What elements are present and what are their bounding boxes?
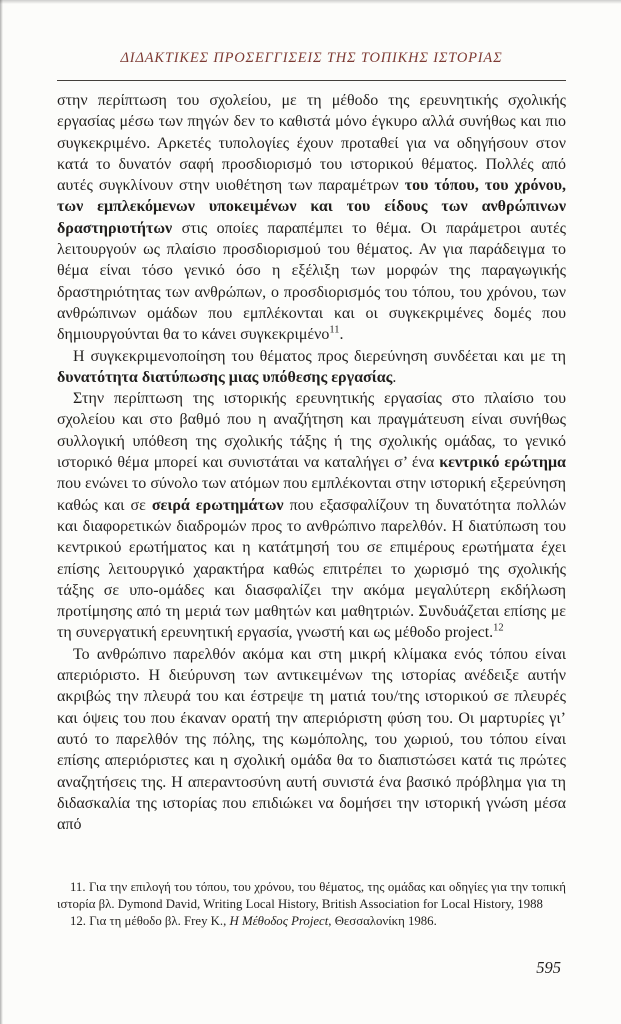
scan-edge-left bbox=[0, 0, 3, 1024]
body-paragraph-3: Στην περίπτωση της ιστορικής ερευνητικής εργασίας στο πλαίσιο του σχολείου και στο βαθμό που η αναζήτηση και πραγμάτευση είναι συνήθως συλλογική υπόθεση της σχολικής τάξης ή της σχολικής ομάδας, το γενικό ιστορικό θέμα μπορεί και συνιστάται να καταλήγει σ’ ένα κεντρικό ερώτημα που ενώνει το σύνολο των ατόμων που εμπλέκονται στην ιστορική εξερεύνηση καθώς και σε σειρά ερωτημάτων που εξασφαλίζουν τη δυνατότητα πολλών και διαφορετικών διαδρομών προς το ανθρώπινο παρελθόν. Η διατύπωση του κεντρικού ερωτήματος και η κατάτμησή του σε επιμέρους ερωτήματα έχει επίσης λειτουργικό χαρακτήρα καθώς επιτρέπει το χωρισμό της σχολικής τάξης σε υπο-ομάδες και διασφαλίζει την ακόμα μεγαλύτερη εκδήλωση προτίμησης από τη μεριά των μαθητών και μαθητριών. Συνδυάζεται επίσης με τη συνεργατική ερευνητική εργασία, γνωστή και ως μέθοδο project.$^{12}$ bbox=[57, 390, 567, 642]
scan-edge-top bbox=[0, 0, 621, 4]
footnote-11: 11. Για την επιλογή του τόπου, του χρόνου, του θέματος, της ομάδας και οδηγίες για την τοπική ιστορία βλ. Dymond David, Writing Local History, British Association for Local History, 1988 bbox=[57, 880, 566, 912]
header-rule bbox=[57, 80, 566, 81]
page-content bbox=[57, 50, 566, 930]
body-text bbox=[57, 90, 566, 835]
body-paragraph-2: Η συγκεκριμενοποίηση του θέματος προς διερεύνηση συνδέεται και με τη δυνατότητα διατύπωσης μιας υπόθεσης εργασίας. bbox=[57, 347, 566, 386]
page-number: 595 bbox=[536, 958, 561, 977]
running-header: ΔΙΔΑΚΤΙΚΕΣ ΠΡΟΣΕΓΓΙΣΕΙΣ ΤΗΣ ΤΟΠΙΚΗΣ ΙΣΤΟΡΙΑΣ bbox=[120, 50, 503, 66]
footnotes bbox=[57, 879, 566, 929]
body-paragraph-4: Το ανθρώπινο παρελθόν ακόμα και στη μικρή κλίμακα ενός τόπου είναι απεριόριστο. Η διεύρυνση των αντικειμένων της ιστορίας ανέδειξε αυτήν ακριβώς την πλευρά του και έστρεψε τη ματιά του/της ιστορικού σε πλευρές και όψεις του που έκαναν ορατή την απεριόριστη φύση του. Οι μαρτυρίες γι’ αυτό το παρελθόν της πόλης, της κωμόπολης, του χωριού, του τόπου είναι επίσης απεριόριστες και η σχολική ομάδα θα το διαπιστώσει κατά τις πρώτες αναζητήσεις της. Η απεραντοσύνη αυτή συνιστά ένα βασικό πρόβλημα για τη διδασκαλία της ιστορίας που επιδιώκει να δομήσει την ιστορική γνώση μέσα από bbox=[57, 645, 566, 834]
body-paragraph-1: στην περίπτωση του σχολείου, με τη μέθοδο της ερευνητικής σχολικής εργασίας μέσω των πηγών δεν το καθιστά μόνο έγκυρο αλλά συνήθως και πιο συγκεκριμένο. Αρκετές τυπολογίες έχουν προταθεί για να οδηγήσουν στον κατά το δυνατόν σαφή προσδιορισμό του ιστορικού θέματος. Πολλές από αυτές συγκλίνουν στην υιοθέτηση των παραμέτρων του τόπου, του χρόνου, των εμπλεκόμενων υποκειμένων και του είδους των ανθρώπινων δραστηριοτήτων στις οποίες παραπέμπει το θέμα. Οι παράμετροι αυτές λειτουργούν ως πλαίσιο προσδιορισμού του θέματος. Αν για παράδειγμα το θέμα είναι τόσο γενικό όσο η εξέλιξη των μορφών της παραγωγικής δραστηριότητας των ανθρώπων, ο προσδιορισμός του τόπου, του χρόνου, των ανθρώπινων ομάδων που εμπλέκονται και οι συγκεκριμένες δομές που δημιουργούνται θα το κάνει συγκεκριμένο$^{11}$. bbox=[57, 92, 566, 344]
footnote-12: 12. Για τη μέθοδο βλ. Frey K., Η Μέθοδος Project, Θεσσαλονίκη 1986. bbox=[70, 913, 437, 928]
